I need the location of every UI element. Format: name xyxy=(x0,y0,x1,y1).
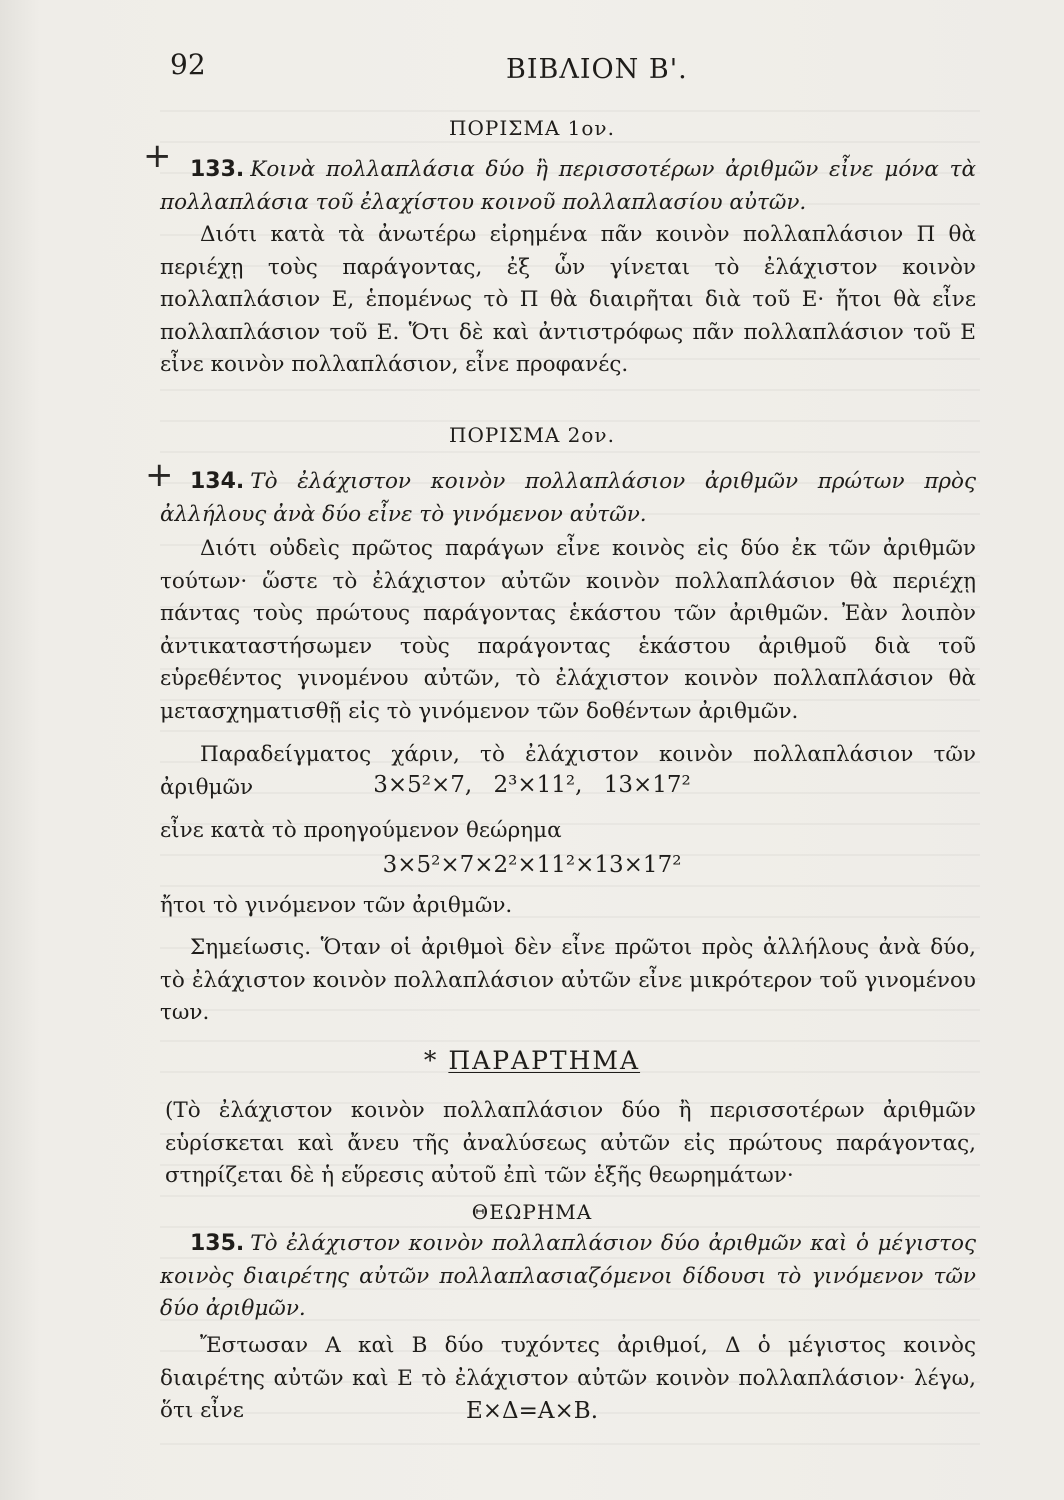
appendix-heading xyxy=(0,1046,1064,1075)
section-number-133: 133. xyxy=(190,157,245,182)
corollary-1-proof: Διότι κατὰ τὰ ἀνωτέρω εἰρημένα πᾶν κοινὸν πολλαπλάσιον Π θὰ περιέχῃ τοὺς παράγοντας, ἐξ ὧν γίνεται τὸ ἐλάχιστον κοινὸν πολλαπλάσιον Ε, ἑπομένως τὸ Π θὰ διαιρῆται διὰ τοῦ Ε· ἤτοι θὰ εἶνε πολλαπλάσιον τοῦ Ε. Ὅτι δὲ καὶ ἀντιστρόφως πᾶν πολλαπλάσιον τοῦ Ε εἶνε κοινὸν πολλαπλάσιον, εἶνε προφανές. xyxy=(160,222,976,377)
example-end: ἤτοι τὸ γινόμενον τῶν ἀριθμῶν. xyxy=(160,893,513,918)
corollary-1-heading: ΠΟΡΙΣΜΑ 1ον. xyxy=(449,116,615,140)
appendix-title: ΠΑΡΑΡΤΗΜΑ xyxy=(448,1046,641,1075)
margin-cross-mark: + xyxy=(143,136,172,176)
page-header xyxy=(0,44,1064,94)
corollary-1-statement xyxy=(160,154,976,219)
theorem-heading: ΘΕΩΡΗΜΑ xyxy=(471,1200,593,1224)
statement-text: Κοινὰ πολλαπλάσια δύο ἢ περισσοτέρων ἀριθμῶν εἶνε μόνα τὰ πολλαπλάσια τοῦ ἐλαχίστου κοινοῦ πολλαπλασίου αὐτῶν. xyxy=(160,157,976,215)
example-formula-1: 3×5²×7, 2³×11², 13×17² xyxy=(373,772,691,798)
theorem-proof: Ἔστωσαν Α καὶ Β δύο τυχόντες ἀριθμοί, Δ ὁ μέγιστος κοινὸς διαιρέτης αὐτῶν καὶ Ε τὸ ἐλάχιστον αὐτῶν κοινὸν πολλαπλάσιον· λέγω, ὅτι εἶνε xyxy=(160,1333,976,1423)
theorem-formula: Ε×Δ=Α×Β. xyxy=(465,1398,599,1424)
corollary-2-heading: ΠΟΡΙΣΜΑ 2ον. xyxy=(449,423,615,447)
example-mid: εἶνε κατὰ τὸ προηγούμενον θεώρημα xyxy=(160,818,562,843)
example-intro: Παραδείγματος χάριν, τὸ ἐλάχιστον κοινὸν πολλαπλάσιον τῶν ἀριθμῶν xyxy=(160,742,976,800)
example-formula-2: 3×5²×7×2²×11²×13×17² xyxy=(382,852,682,878)
appendix-intro: (Τὸ ἐλάχιστον κοινὸν πολλαπλάσιον δύο ἢ περισσοτέρων ἀριθμῶν εὑρίσκεται καὶ ἄνευ τῆς ἀναλύσεως αὐτῶν εἰς πρώτους παράγοντας, στηρίζεται δὲ ἡ εὕρεσις αὐτοῦ ἐπὶ τῶν ἑξῆς θεωρημάτων· xyxy=(165,1098,976,1188)
section-number-135: 135. xyxy=(190,1231,245,1256)
corollary-2-statement xyxy=(160,466,976,531)
corollary-2-proof: Διότι οὐδεὶς πρῶτος παράγων εἶνε κοινὸς εἰς δύο ἐκ τῶν ἀριθμῶν τούτων· ὥστε τὸ ἐλάχιστον αὐτῶν κοινὸν πολλαπλάσιον θὰ περιέχῃ πάντας τοὺς πρώτους παράγοντας ἑκάστου τῶν ἀριθμῶν. Ἐὰν λοιπὸν ἀντικαταστήσωμεν τοὺς παράγοντας ἑκάστου ἀριθμοῦ διὰ τοῦ εὑρεθέντος γινομένου αὐτῶν, τὸ ἐλάχιστον κοινὸν πολλαπλάσιον θὰ μετασχηματισθῇ εἰς τὸ γινόμενον τῶν δοθέντων ἀριθμῶν. xyxy=(160,536,976,724)
page-number: 92 xyxy=(170,48,206,81)
statement-text: Τὸ ἐλάχιστον κοινὸν πολλαπλάσιον ἀριθμῶν πρώτων πρὸς ἀλλήλους ἀνὰ δύο εἶνε τὸ γινόμενον αὐτῶν. xyxy=(160,469,976,527)
section-number-134: 134. xyxy=(190,469,245,494)
running-title: ΒΙΒΛΙΟΝ Β'. xyxy=(506,54,688,85)
remark-paragraph: Σημείωσις. Ὅταν οἱ ἀριθμοὶ δὲν εἶνε πρῶτοι πρὸς ἀλλήλους ἀνὰ δύο, τὸ ἐλάχιστον κοινὸν πολλαπλάσιον αὐτῶν εἶνε μικρότερον τοῦ γινομένου των. xyxy=(160,935,976,1025)
theorem-statement xyxy=(160,1228,976,1326)
appendix-star: * xyxy=(423,1046,439,1075)
statement-text: Τὸ ἐλάχιστον κοινὸν πολλαπλάσιον δύο ἀριθμῶν καὶ ὁ μέγιστος κοινὸς διαιρέτης αὐτῶν πολλαπλασιαζόμενοι δίδουσι τὸ γινόμενον τῶν δύο ἀριθμῶν. xyxy=(160,1231,976,1321)
margin-cross-mark: + xyxy=(145,455,174,495)
